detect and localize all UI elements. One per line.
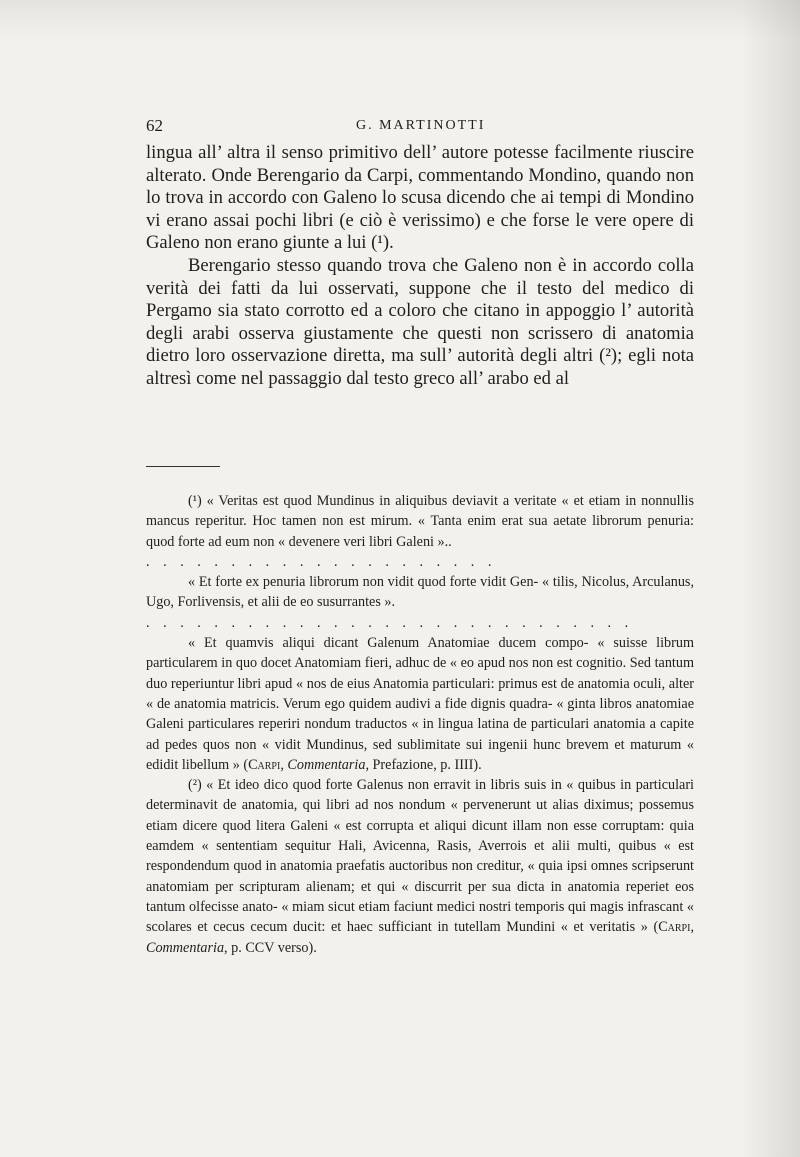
citation-author: Carpi <box>658 919 691 936</box>
page-number: 62 <box>146 116 163 135</box>
citation-work: Commentaria <box>146 939 225 956</box>
footnote-2: (²) « Et ideo dico quod forte Galenus non erravit in libris suis in « quibus in particulari determinavit de anatomia, qui libri ad nos nondum « pervenerunt ut alias diximus; possemus etiam dicere quod litera Galeni « est corrupta et aliqui dicunt illam non esse corruptam: quia eamdem « sententiam sequitur Hali, Avicenna, Rasis, Averrois et alii multi, quibus « est respondendum quod in anatomia praefatis auctoribus non creditur, « quia ipsi omnes scripserunt anatomiam per scripturam alienam; et qui « discurrit per sua dicta in anatomia reperiet eos tantum olfecisse anato- « miam sicut etiam faciunt medici nostri temporis qui magis infrascant « scolares et cecus cecum ducit: et haec sufficiant in tutellam Mundini « et veritatis » (Carpi, Commentaria, p. CCV verso). <box>146 777 694 956</box>
citation-rest: , p. CCV verso). <box>224 939 317 956</box>
footnotes <box>146 491 694 958</box>
footnote-1-part-a: (¹) « Veritas est quod Mundinus in aliquibus deviavit a veritate « et etiam in nonnullis mancus reperitur. Hoc tamen non est mirum. « Tanta enim erat sua aetate librorum penuria: quod forte ad eum non « devenere veri libri Galeni ».. <box>146 493 694 550</box>
citation-work: Commentaria <box>287 756 366 773</box>
main-text <box>146 142 694 391</box>
citation-rest: , Prefazione, p. IIII). <box>365 756 482 773</box>
footnote-rule <box>146 466 220 467</box>
page-right-shading <box>740 0 800 1157</box>
citation-author: Carpi <box>248 756 281 773</box>
footnote-2-text: (²) « Et ideo dico quod forte Galenus non erravit in libris suis in « quibus in particulari determinavit de anatomia, qui libri ad nos nondum « pervenerunt ut alias diximus; possemus etiam dicere quod litera Galeni « est corrupta et aliqui dicunt illam non esse corruptam: quia eamdem « sententiam sequitur Hali, Avicenna, Rasis, Averrois et alii multi, quibus « est respondendum quod in anatomia praefatis auctoribus non creditur, « quia ipsi omnes scripserunt anatomiam per scripturam alienam; et qui « discurrit per sua dicta in anatomia reperiet eos tantum olfecisse anato- « miam sicut etiam faciunt medici nostri temporis qui magis infrascant « scolares et cecus cecum ducit: et haec sufficiant in tutellam Mundini « et veritatis » <box>146 777 694 936</box>
paragraph-2: Berengario stesso quando trova che Galeno non è in accordo colla verità dei fatti da lui osservati, suppone che il testo del medico di Pergamo sia stato corrotto ed a coloro che citano in appoggio l’ autorità degli arabi osserva giustamente che questi non scrissero di anatomia dietro loro osservazione diretta, ma sull’ autorità degli altri (²); egli nota altresì come nel passaggio dal testo greco all’ arabo ed al <box>146 254 694 389</box>
page-top-shading <box>0 0 800 40</box>
footnote-ellipsis-2: . . . . . . . . . . . . . . . . . . . . . . . . . . . . . <box>146 614 634 631</box>
footnote-1-part-b: « Et forte ex penuria librorum non vidit quod forte vidit Gen- « tilis, Nicolus, Arculanus, Ugo, Forlivensis, et alii de eo susurrantes ». <box>146 574 694 611</box>
running-head: G. MARTINOTTI <box>356 118 486 133</box>
paragraph-1: lingua all’ altra il senso primitivo dell’ autore potesse facilmente riuscire alterato. Onde Berengario da Carpi, commentando Mondino, quando non lo trova in accordo con Galeno lo scusa dicendo che ai tempi di Mondino vi erano assai pochi libri (e ciò è verissimo) e che forse le vere opere di Galeno non erano giunte a lui (¹). <box>146 142 694 254</box>
footnote-1-part-c-text: « Et quamvis aliqui dicant Galenum Anatomiae ducem compo- « suisse librum particularem in quo docet Anatomiam fieri, adhuc de « eo apud nos non est cognitio. Sed tantum duo reperiuntur libri apud « nos de eius Anatomia particulari: primus est de anatomia oculi, alter « de anatomia matricis. Verum ego quidem audivi a fide dignis quadra- « ginta libros anatomiae Galeni particulares reperiri nondum traductos « in lingua latina de particulari anatomia a capite ad pedes quos non « vidit Mundinus, sed sublimitate sui ingenii hunc brevem et maturum « edidit libellum » <box>146 635 694 773</box>
page-header <box>146 116 694 138</box>
footnote-ellipsis-1: . . . . . . . . . . . . . . . . . . . . . <box>146 553 497 570</box>
footnote-1-part-c: « Et quamvis aliqui dicant Galenum Anatomiae ducem compo- « suisse librum particularem in quo docet Anatomiam fieri, adhuc de « eo apud nos non est cognitio. Sed tantum duo reperiuntur libri apud « nos de eius Anatomia particulari: primus est de anatomia oculi, alter « de anatomia matricis. Verum ego quidem audivi a fide dignis quadra- « ginta libros anatomiae Galeni particulares reperiri nondum traductos « in lingua latina de particulari anatomia a capite ad pedes quos non « vidit Mundinus, sed sublimitate sui ingenii hunc brevem et maturum « edidit libellum » (Carpi, Commentaria, Prefazione, p. IIII). <box>146 635 694 773</box>
